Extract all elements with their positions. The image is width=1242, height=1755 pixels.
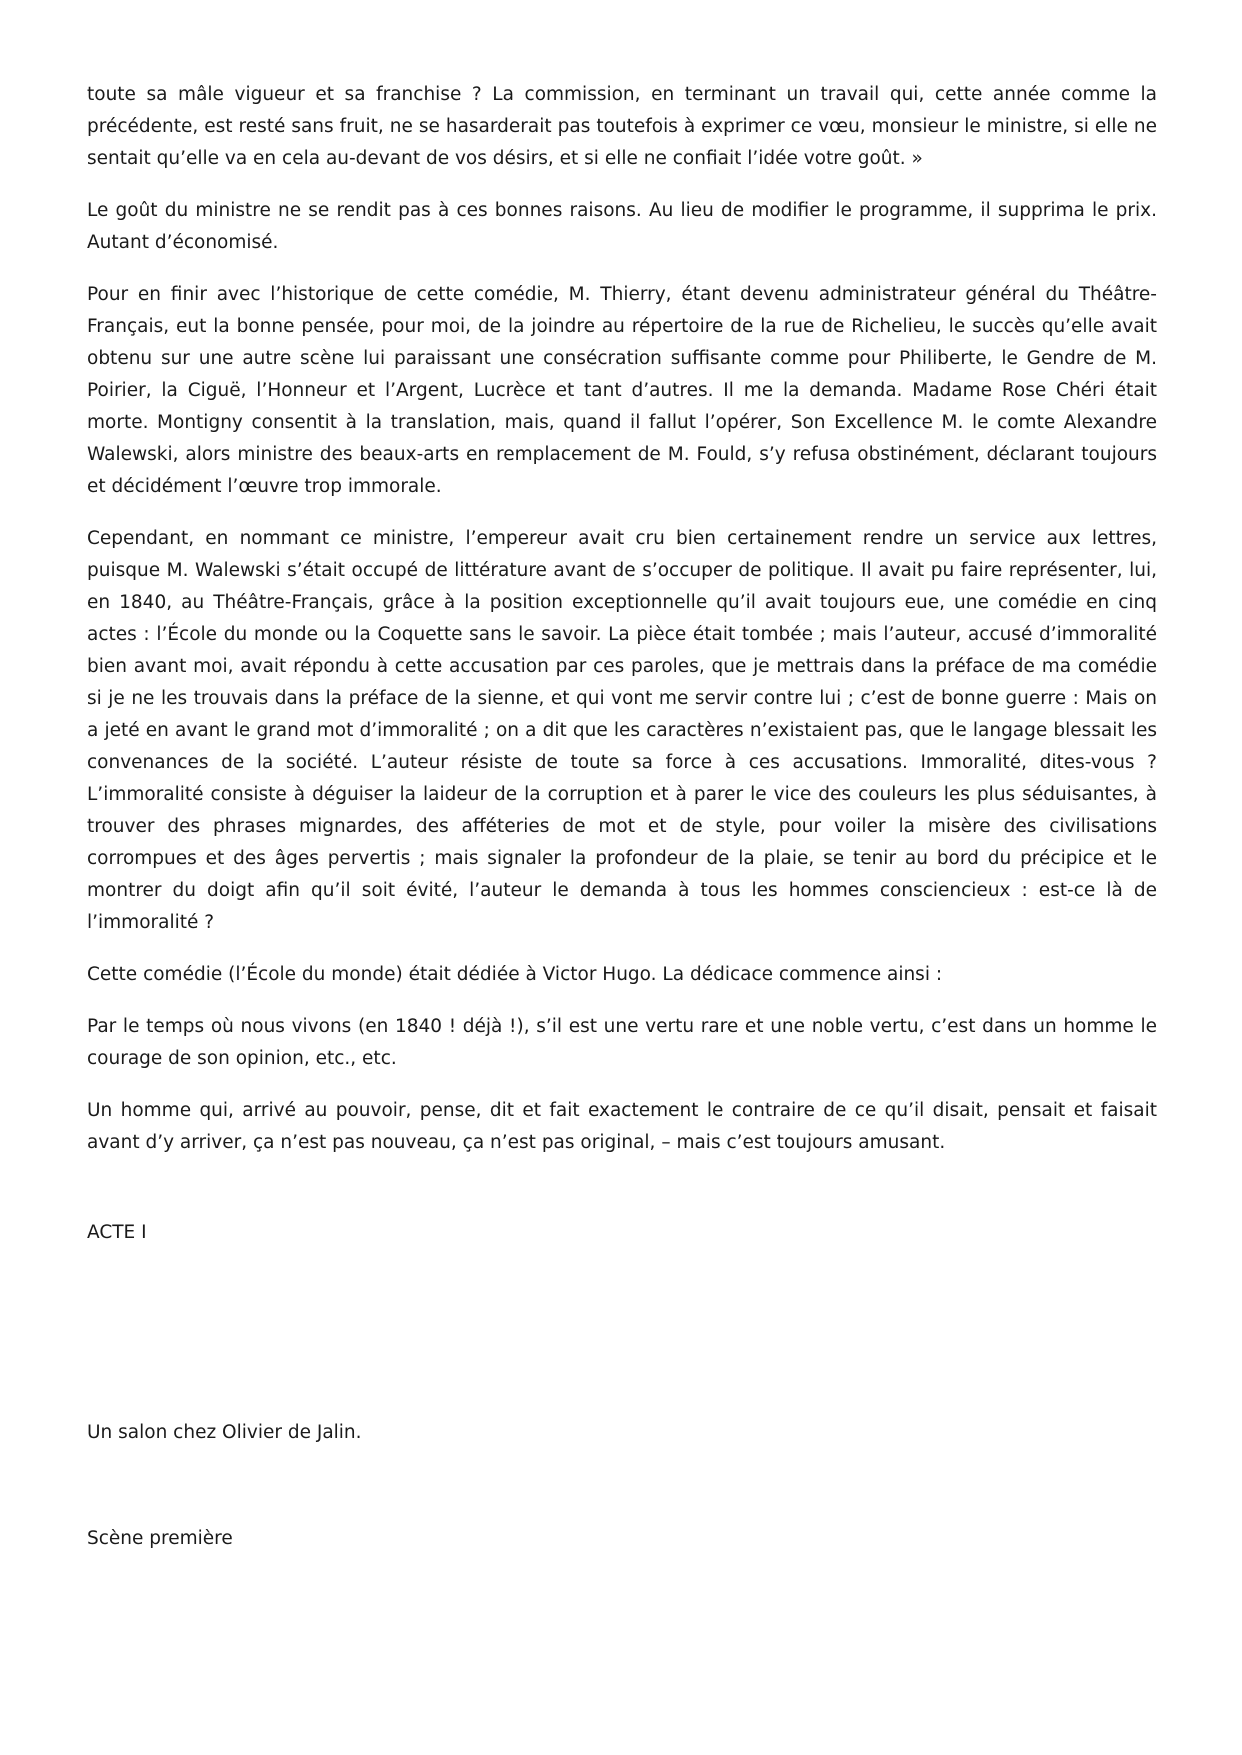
act-heading: ACTE I bbox=[87, 1222, 147, 1243]
paragraph-historique: Pour en finir avec l’historique de cette comédie, M. Thierry, étant devenu administrateur général du Théâtre-Français, eut la bonne pensée, pour moi, de la joindre au répertoire de la rue de Richelieu, le succès qu’elle avait obtenu sur une autre scène lui paraissant une consécration suffisante comme pour Philiberte, le Gendre de M. Poirier, la Ciguë, l’Honneur et l’Argent, Lucrèce et tant d’autres. Il me la demanda. Madame Rose Chéri était morte. Montigny consentit à la translation, mais, quand il fallut l’opérer, Son Excellence M. le comte Alexandre Walewski, alors ministre des beaux-arts en remplacement de M. Fould, s’y refusa obstinément, déclarant toujours et décidément l’œuvre trop immorale. bbox=[87, 284, 1157, 497]
paragraph-citation: Par le temps où nous vivons (en 1840 ! déjà !), s’il est une vertu rare et une noble vertu, c’est dans un homme le courage de son opinion, etc., etc. bbox=[87, 1016, 1157, 1069]
setting-description: Un salon chez Olivier de Jalin. bbox=[87, 1422, 362, 1443]
document-page bbox=[87, 79, 1157, 1555]
paragraph-commission: toute sa mâle vigueur et sa franchise ? La commission, en terminant un travail qui, cette année comme la précédente, est resté sans fruit, ne se hasarderait pas toutefois à exprimer ce vœu, monsieur le ministre, si elle ne sentait qu’elle va en cela au-devant de vos désirs, et si elle ne confiait l’idée votre goût. » bbox=[87, 84, 1157, 169]
paragraph-walewski: Cependant, en nommant ce ministre, l’empereur avait cru bien certainement rendre un service aux lettres, puisque M. Walewski s’était occupé de littérature avant de s’occuper de politique. Il avait pu faire représenter, lui, en 1840, au Théâtre-Français, grâce à la position exceptionnelle qu’il avait toujours eue, une comédie en cinq actes : l’École du monde ou la Coquette sans le savoir. La pièce était tombée ; mais l’auteur, accusé d’immoralité bien avant moi, avait répondu à cette accusation par ces paroles, que je mettrais dans la préface de ma comédie si je ne les trouvais dans la préface de la sienne, et qui vont me servir contre lui ; c’est de bonne guerre : Mais on a jeté en avant le grand mot d’immoralité ; on a dit que les caractères n’existaient pas, que le langage blessait les convenances de la société. L’auteur résiste de toute sa force à ces accusations. Immoralité, dites-vous ? L’immoralité consiste à déguiser la laideur de la corruption et à parer le vice des couleurs les plus séduisantes, à trouver des phrases mignardes, des afféteries de mot et de style, pour voiler la misère des civilisations corrompues et des âges pervertis ; mais signaler la profondeur de la plaie, se tenir au bord du précipice et le montrer du doigt afin qu’il soit évité, l’auteur le demanda à tous les hommes consciencieux : est-ce là de l’immoralité ? bbox=[87, 528, 1157, 933]
paragraph-gout-du-ministre: Le goût du ministre ne se rendit pas à ces bonnes raisons. Au lieu de modifier le programme, il supprima le prix. Autant d’économisé. bbox=[87, 200, 1157, 253]
paragraph-conclusion: Un homme qui, arrivé au pouvoir, pense, dit et fait exactement le contraire de ce qu’il disait, pensait et faisait avant d’y arriver, ça n’est pas nouveau, ça n’est pas original, – mais c’est toujours amusant. bbox=[87, 1100, 1157, 1153]
scene-heading: Scène première bbox=[87, 1528, 233, 1549]
paragraph-dedicace: Cette comédie (l’École du monde) était dédiée à Victor Hugo. La dédicace commence ainsi : bbox=[87, 964, 943, 985]
